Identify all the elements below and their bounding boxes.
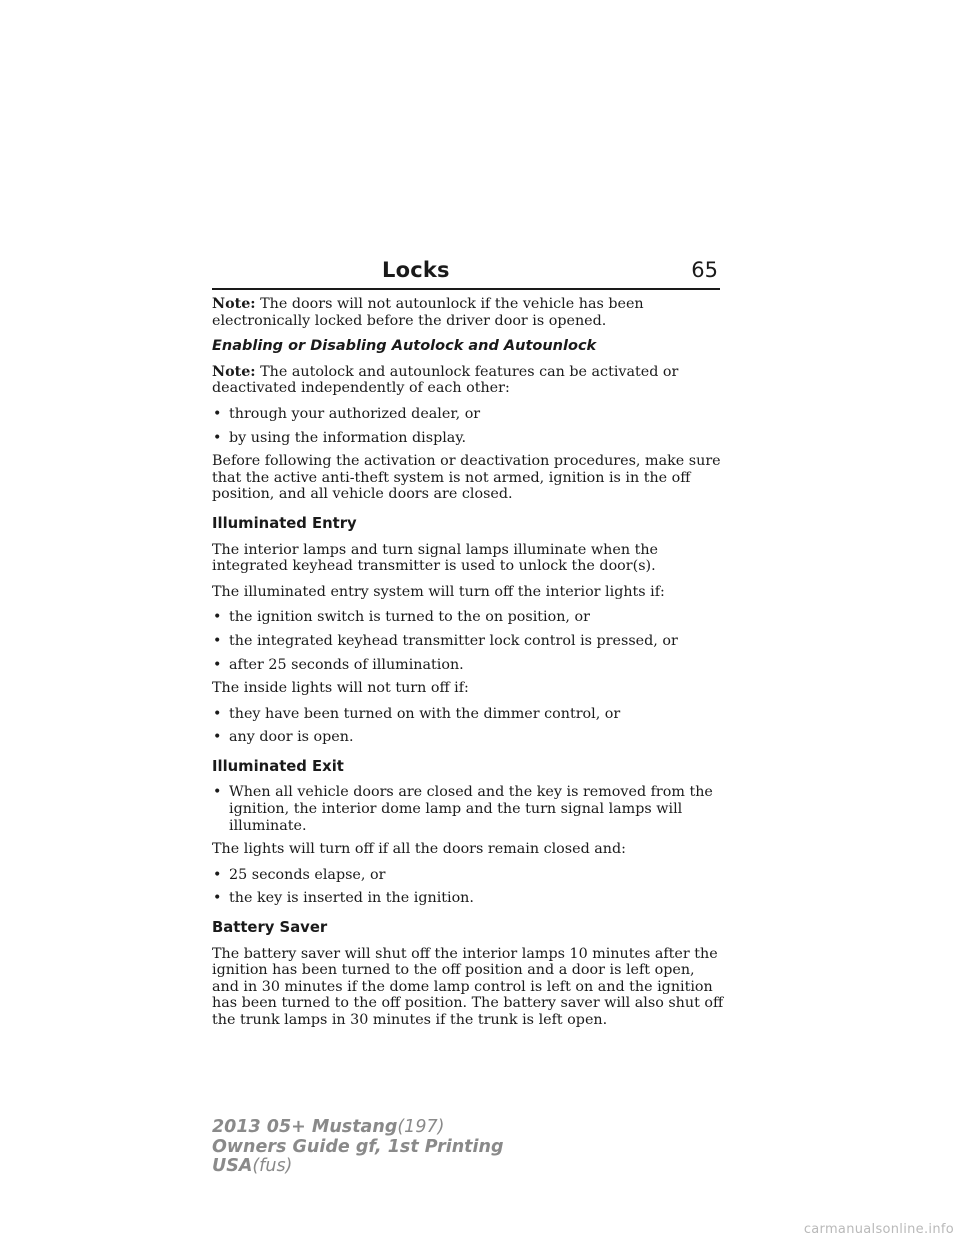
bullet-glyph: • <box>213 609 222 626</box>
bullet-item <box>212 633 724 650</box>
enabling-paragraph: Before following the activation or deactivation procedures, make sure that the active anti-theft system is not armed, ignition is in the off position, and all vehicle doors are closed. <box>212 453 721 503</box>
illuminated-entry-paragraph-1: The interior lamps and turn signal lamps illuminate when the integrated keyhead transmitter is used to unlock the door(s). <box>212 541 658 575</box>
footer-model: 2013 05+ Mustang <box>212 1117 398 1137</box>
bullet-text: they have been turned on with the dimmer control, or <box>229 705 621 722</box>
footer-line-3 <box>212 1157 504 1177</box>
footer-market-code: (fus) <box>252 1156 293 1176</box>
bullet-glyph: • <box>213 729 222 746</box>
bullet-item <box>212 784 724 834</box>
bullet-text: 25 seconds elapse, or <box>229 866 386 883</box>
bullet-glyph: • <box>213 632 222 649</box>
intro-note <box>212 296 724 329</box>
bullet-item <box>212 867 724 884</box>
illuminated-entry-bullet-list-2 <box>212 706 724 746</box>
bullet-text: When all vehicle doors are closed and the key is removed from the ignition, the interior dome lamp and the turn signal lamps will illuminate. <box>229 784 713 834</box>
bullet-glyph: • <box>213 890 222 907</box>
bullet-glyph: • <box>213 784 222 801</box>
enabling-note <box>212 364 724 397</box>
bullet-item <box>212 729 724 746</box>
enabling-heading: Enabling or Disabling Autolock and Autounlock <box>212 338 597 355</box>
bullet-item <box>212 890 724 907</box>
watermark: carmanualsonline.info <box>803 1222 954 1237</box>
bullet-text: the key is inserted in the ignition. <box>229 890 474 907</box>
bullet-glyph: • <box>213 429 222 446</box>
note-label: Note: <box>212 296 256 312</box>
bullet-item <box>212 706 724 723</box>
bullet-text: any door is open. <box>229 729 354 746</box>
battery-saver-paragraph: The battery saver will shut off the interior lamps 10 minutes after the ignition has been turned to the off position and a door is left open, and in 30 minutes if the dome lamp control is left on and the ignition has been turned to the off position. The battery saver will also shut off the trunk lamps in 30 minutes if the trunk is left open. <box>212 945 724 1028</box>
bullet-item <box>212 430 724 447</box>
note-text: The doors will not autounlock if the vehicle has been electronically locked before the driver door is opened. <box>212 296 644 329</box>
page-footer <box>212 1118 504 1177</box>
page-content <box>212 296 724 1038</box>
bullet-text: the ignition switch is turned to the on position, or <box>229 609 590 626</box>
bullet-text: through your authorized dealer, or <box>229 405 481 422</box>
illuminated-exit-paragraph: The lights will turn off if all the doors remain closed and: <box>212 841 626 858</box>
bullet-item <box>212 657 724 674</box>
bullet-text: the integrated keyhead transmitter lock control is pressed, or <box>229 632 678 649</box>
illuminated-exit-heading: Illuminated Exit <box>212 757 344 775</box>
section-title: Locks <box>382 258 450 282</box>
bullet-glyph: • <box>213 405 222 422</box>
battery-saver-heading: Battery Saver <box>212 919 328 937</box>
illuminated-exit-bullet-list-1 <box>212 784 724 834</box>
footer-market: USA <box>212 1156 253 1176</box>
bullet-text: after 25 seconds of illumination. <box>229 656 464 673</box>
bullet-text: by using the information display. <box>229 429 467 446</box>
enabling-bullet-list <box>212 406 724 446</box>
bullet-item <box>212 406 724 423</box>
illuminated-entry-paragraph-3: The inside lights will not turn off if: <box>212 680 469 697</box>
note-text: The autolock and autounlock features can be activated or deactivated independently of each other: <box>212 363 679 397</box>
page-header <box>212 258 720 290</box>
illuminated-exit-bullet-list-2 <box>212 867 724 907</box>
bullet-glyph: • <box>213 705 222 722</box>
footer-line-1 <box>212 1118 504 1138</box>
illuminated-entry-heading: Illuminated Entry <box>212 514 357 532</box>
bullet-glyph: • <box>213 866 222 883</box>
illuminated-entry-paragraph-2: The illuminated entry system will turn off the interior lights if: <box>212 583 665 600</box>
page-number: 65 <box>691 258 718 282</box>
illuminated-entry-bullet-list-1 <box>212 609 724 673</box>
note-label: Note: <box>212 363 256 380</box>
bullet-item <box>212 609 724 626</box>
bullet-glyph: • <box>213 656 222 673</box>
footer-line-2: Owners Guide gf, 1st Printing <box>212 1136 504 1157</box>
footer-page-code: (197) <box>397 1117 445 1137</box>
